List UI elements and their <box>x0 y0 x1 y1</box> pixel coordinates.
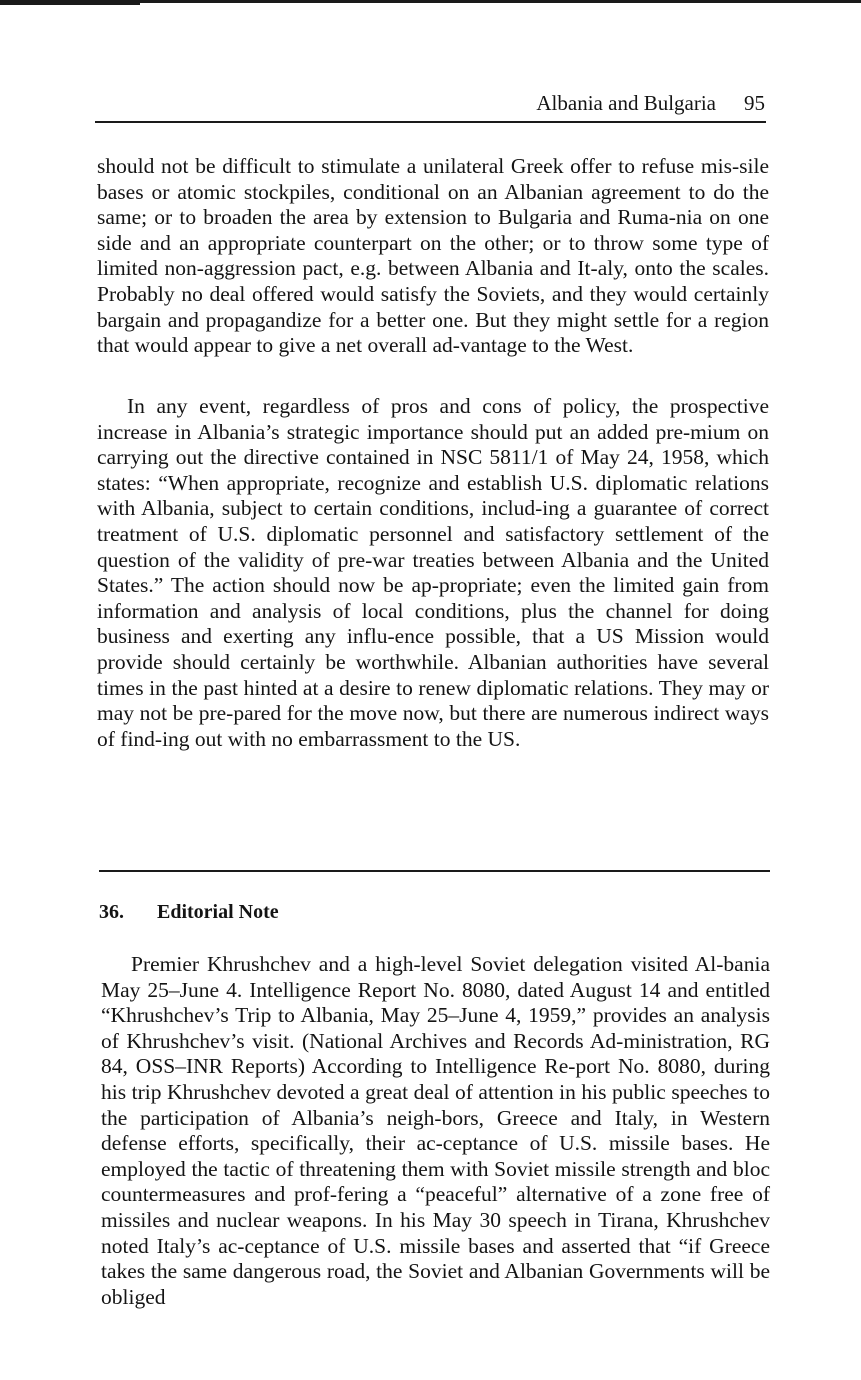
running-title: Albania and Bulgaria <box>536 91 716 115</box>
editorial-note-paragraph: Premier Khrushchev and a high-level Soviet delegation visited Al-bania May 25–June 4. Intelligence Report No. 8080, dated August 14 and entitled “Khrushchev’s Trip to Albania, May 25–June 4, 1959,” provides an analysis of Khrushchev’s visit. (National Archives and Records Ad-ministration, RG 84, OSS–INR Reports) According to Intelligence Re-port No. 8080, during his trip Khrushchev devoted a great deal of attention in his public speeches to the participation of Albania’s neigh-bors, Greece and Italy, in Western defense efforts, specifically, their ac-ceptance of U.S. missile bases. He employed the tactic of threatening them with Soviet missile strength and bloc countermeasures and prof-fering a “peaceful” alternative of a zone free of missiles and nuclear weapons. In his May 30 speech in Tirana, Khrushchev noted Italy’s ac-ceptance of U.S. missile bases and asserted that “if Greece takes the same dangerous road, the Soviet and Albanian Governments will be obliged <box>101 952 770 1309</box>
policy-paragraph-block <box>97 394 769 752</box>
scan-top-edge-shadow <box>0 0 140 5</box>
section-title: Editorial Note <box>157 901 279 923</box>
section-divider-rule <box>99 870 770 872</box>
section-heading <box>99 898 279 926</box>
section-number: 36. <box>99 901 124 923</box>
header-rule <box>95 121 766 123</box>
continued-paragraph-block <box>97 154 769 359</box>
running-header <box>95 88 765 118</box>
page-number: 95 <box>744 91 765 115</box>
body-paragraph-continued: should not be difficult to stimulate a unilateral Greek offer to refuse mis-sile bases or atomic stockpiles, conditional on an Albanian agreement to do the same; or to broaden the area by extension to Bulgaria and Ruma-nia on one side and an appropriate counterpart on the other; or to throw some type of limited non-aggression pact, e.g. between Albania and It-aly, onto the scales. Probably no deal offered would satisfy the Soviets, and they would certainly bargain and propagandize for a better one. But they might settle for a region that would appear to give a net overall ad-vantage to the West. <box>97 154 769 358</box>
editorial-note-block <box>101 952 770 1310</box>
body-paragraph-policy: In any event, regardless of pros and cons of policy, the prospective increase in Albania’s strategic importance should put an added pre-mium on carrying out the directive contained in NSC 5811/1 of May 24, 1958, which states: “When appropriate, recognize and establish U.S. diplomatic relations with Albania, subject to certain conditions, includ-ing a guarantee of correct treatment of U.S. diplomatic personnel and satisfactory settlement of the question of the validity of pre-war treaties between Albania and the United States.” The action should now be ap-propriate; even the limited gain from information and analysis of local conditions, plus the channel for doing business and exerting any influ-ence possible, that a US Mission would provide should certainly be worthwhile. Albanian authorities have several times in the past hinted at a desire to renew diplomatic relations. They may or may not be pre-pared for the move now, but there are numerous indirect ways of find-ing out with no embarrassment to the US. <box>97 394 769 751</box>
